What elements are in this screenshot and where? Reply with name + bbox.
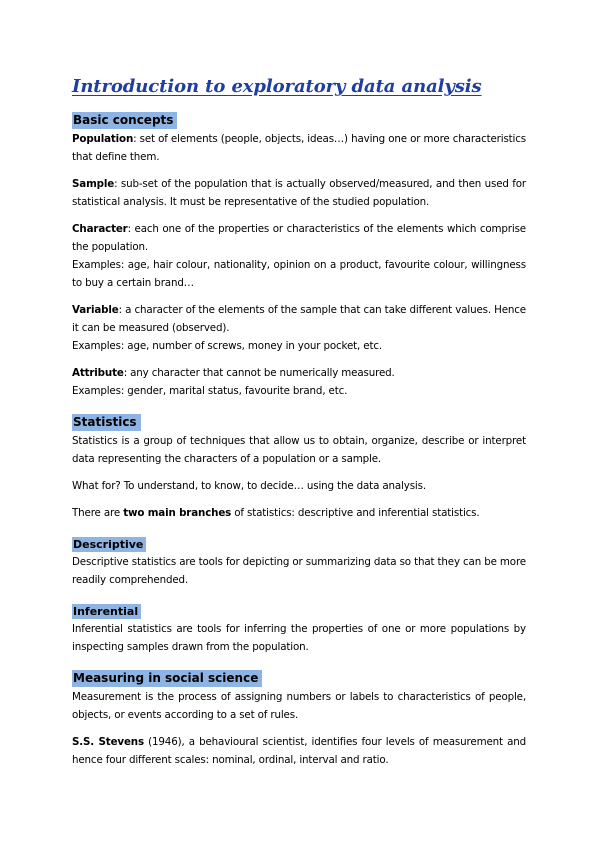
variable-examples: Examples: age, number of screws, money in your pocket, etc. [72,340,382,352]
sample-definition: Sample: sub-set of the population that is actually observed/measured, and then used for statistical analysis. It must be representative of the studied population. [72,178,526,208]
heading-basic-concepts: Basic concepts [72,112,177,129]
heading-measuring-social-science: Measuring in social science [72,670,262,687]
statistics-paragraph-1: Statistics is a group of techniques that allow us to obtain, organize, describe or interpret data representing the characters of a population or a sample. [72,435,526,465]
two-main-branches: two main branches [123,507,232,519]
stevens-name: S.S. Stevens [72,736,144,748]
sample-term: Sample [72,178,115,190]
document-page [72,74,526,769]
heading-statistics: Statistics [72,414,141,431]
measuring-paragraph-1: Measurement is the process of assigning numbers or labels to characteristics of people, objects, or events according to a set of rules. [72,691,526,721]
statistics-paragraph-3: There are two main branches of statistics: descriptive and inferential statistics. [72,507,480,519]
heading-descriptive: Descriptive [72,537,146,552]
attribute-examples: Examples: gender, marital status, favourite brand, etc. [72,385,348,397]
inferential-paragraph: Inferential statistics are tools for inferring the properties of one or more populations by inspecting samples drawn from the population. [72,623,526,653]
attribute-definition: Attribute: any character that cannot be numerically measured. [72,367,395,379]
variable-definition: Variable: a character of the elements of the sample that can take different values. Hence it can be measured (observed). [72,304,526,334]
attribute-term: Attribute [72,367,124,379]
character-definition: Character: each one of the properties or characteristics of the elements which comprise the population. [72,223,526,253]
statistics-paragraph-2: What for? To understand, to know, to decide… using the data analysis. [72,480,426,492]
heading-inferential: Inferential [72,604,141,619]
descriptive-paragraph: Descriptive statistics are tools for depicting or summarizing data so that they can be more readily comprehended. [72,556,526,586]
document-title: Introduction to exploratory data analysis [72,76,482,97]
character-examples: Examples: age, hair colour, nationality, opinion on a product, favourite colour, willingness to buy a certain brand… [72,259,526,289]
population-definition: Population: set of elements (people, objects, ideas…) having one or more characteristics that define them. [72,133,526,163]
variable-term: Variable [72,304,119,316]
measuring-paragraph-2: S.S. Stevens (1946), a behavioural scientist, identifies four levels of measurement and hence four different scales: nominal, ordinal, interval and ratio. [72,736,526,766]
population-term: Population [72,133,134,145]
character-term: Character [72,223,128,235]
